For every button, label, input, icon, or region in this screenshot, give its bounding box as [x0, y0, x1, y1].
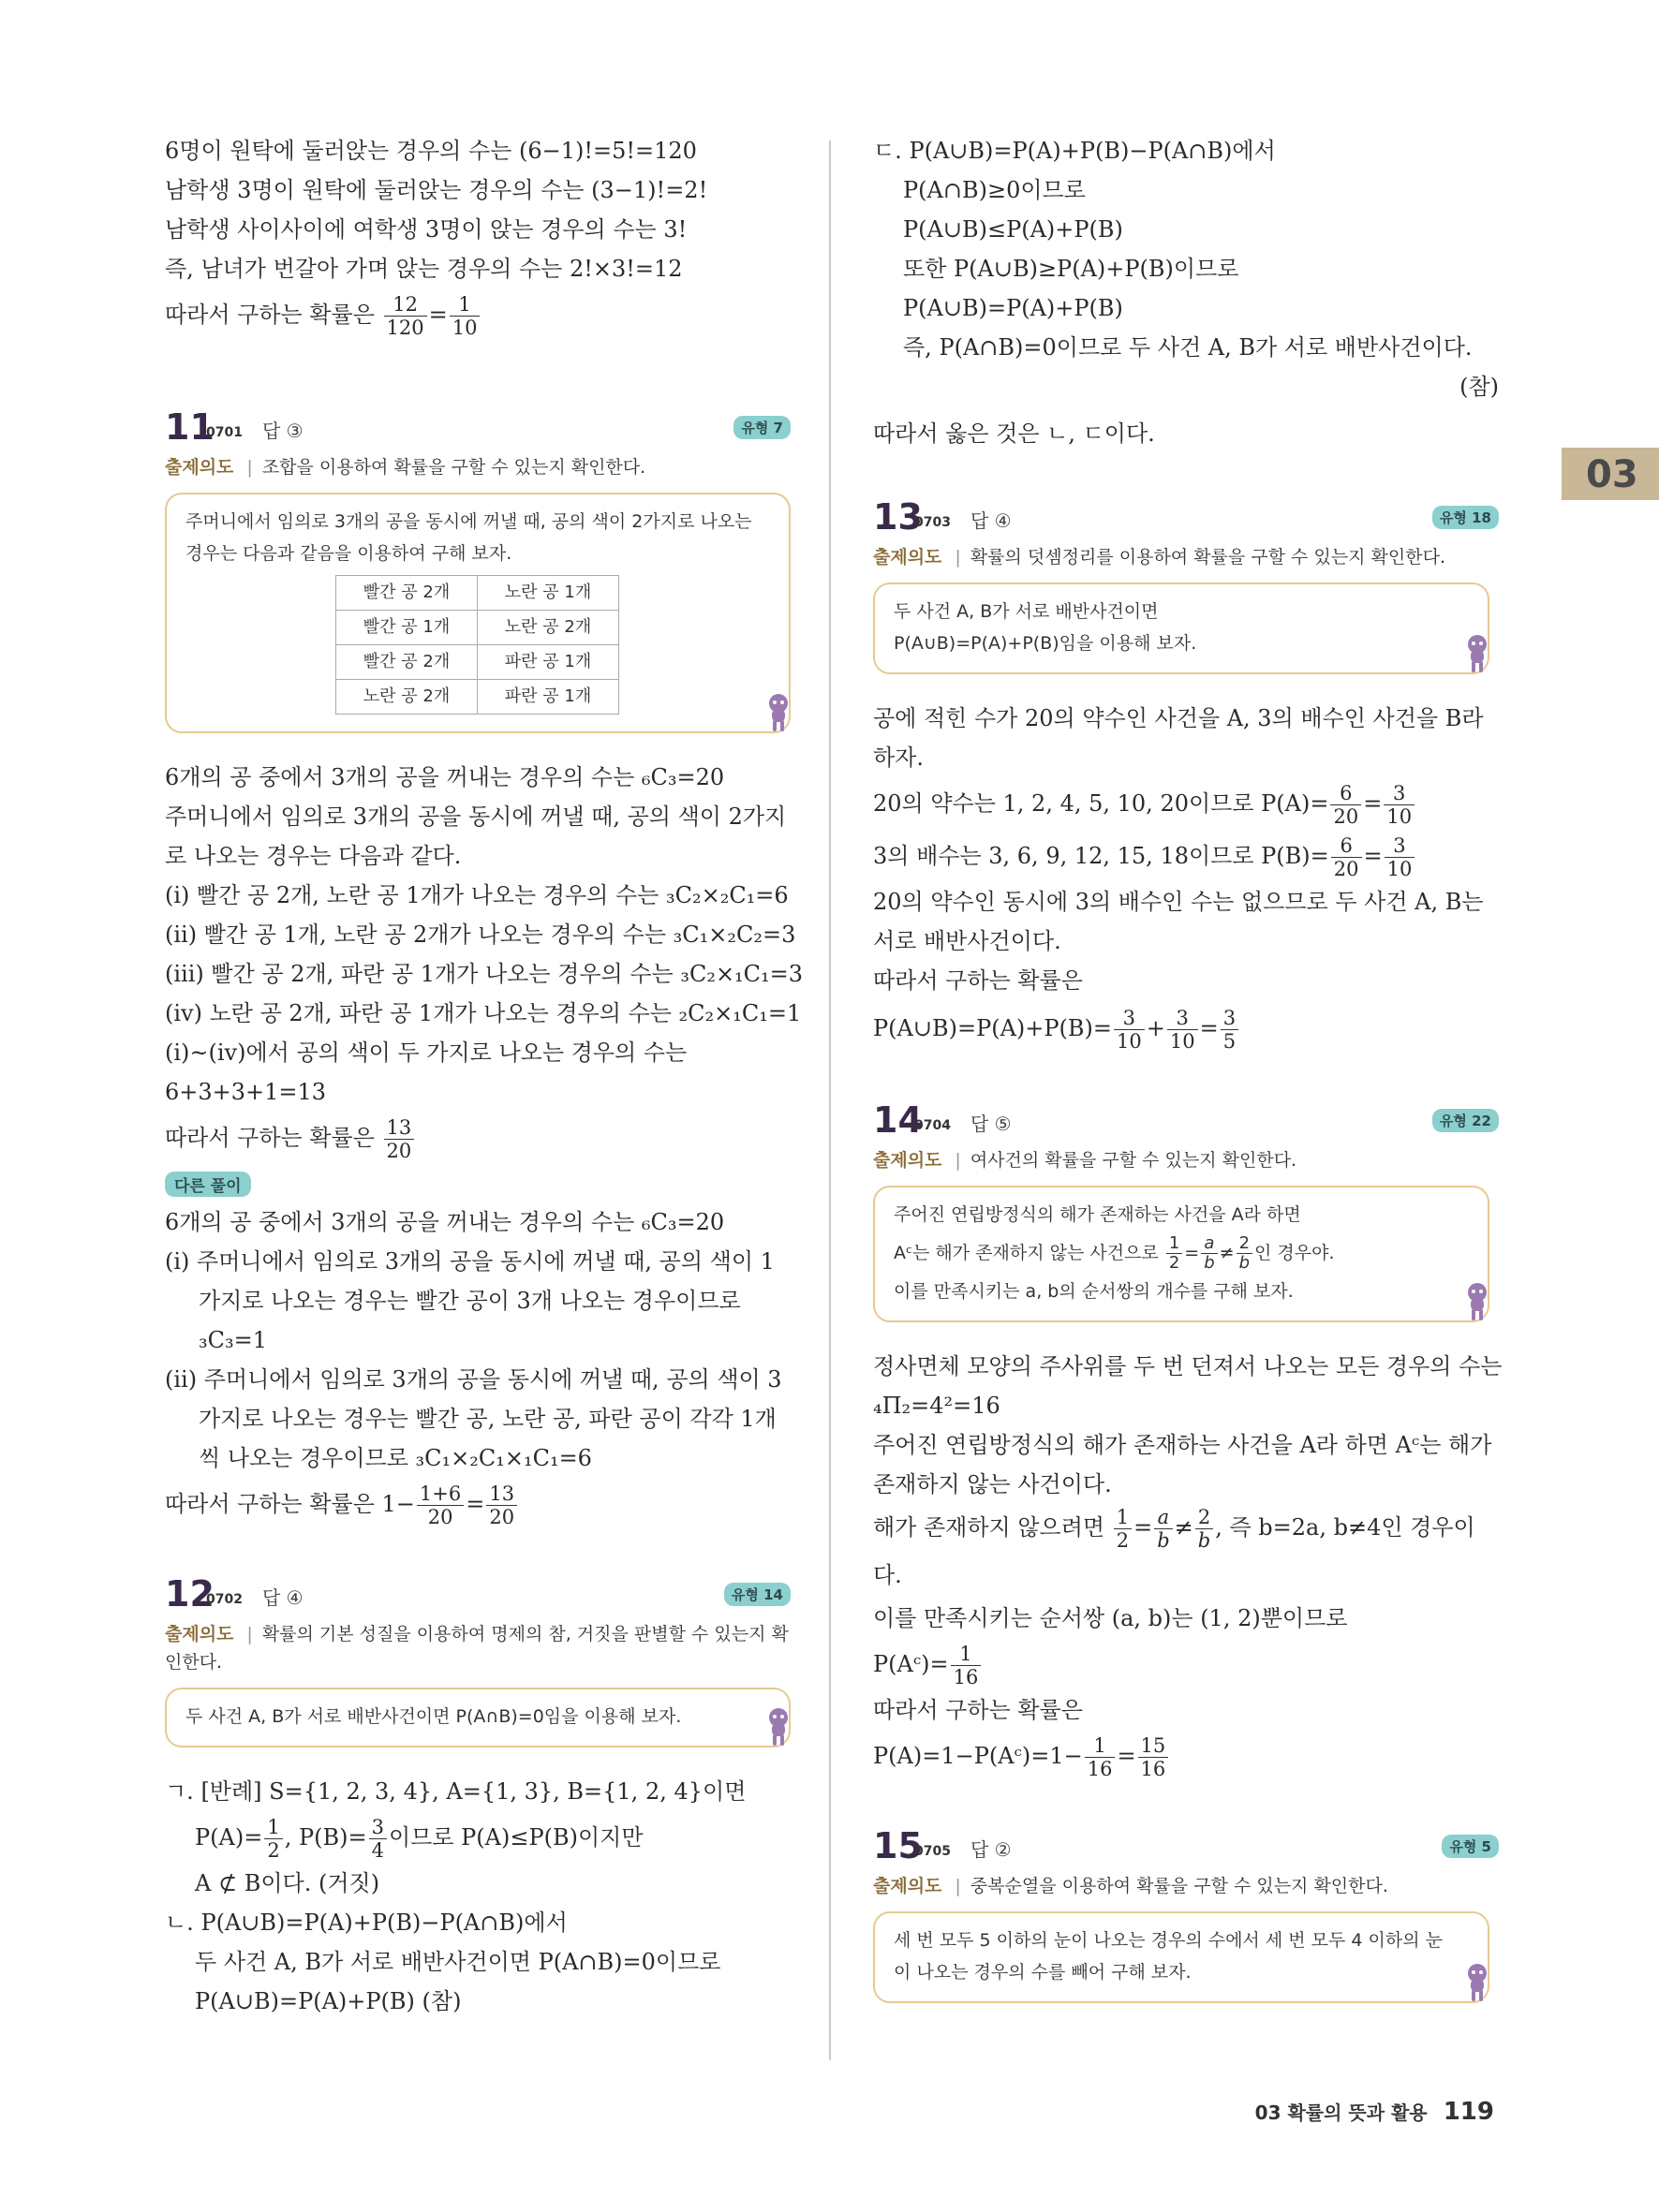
- hint-text: 두 사건 A, B가 서로 배반사건이면: [894, 601, 1159, 622]
- text-line: 6명이 원탁에 둘러앉는 경우의 수는 (6−1)!=5!=120: [165, 138, 697, 164]
- text-line: 주어진 연립방정식의 해가 존재하는 사건을 A라 하면 Aᶜ는 해가 존재하지 않는 사건이다.: [873, 1432, 1492, 1497]
- mascot-icon: [764, 692, 792, 733]
- text-line: 해가 존재하지 않으려면 $\frac{1}{2}$ = $\frac{a}{b}$ ≠ $\frac{2}{b}$ , 즉 b=2a, b≠4인 경우이다.: [873, 1506, 1475, 1588]
- hint-text: 이를 만족시키는 a, b의 순서쌍의 개수를 구해 보자.: [894, 1281, 1294, 1302]
- question-header-14: [873, 1094, 1499, 1146]
- case-line: (ⅱ) 주머니에서 임의로 3개의 공을 동시에 꺼낼 때, 공의 색이 3가지로 나오는 경우는 빨간 공, 노란 공, 파란 공이 각각 1개씩 나오는 경우이므로 ₃C₁×₂C₁×₁C₁=6: [165, 1366, 782, 1471]
- text-line: 따라서 구하는 확률은 $\frac{13}{20}$: [165, 1112, 791, 1164]
- case-line: (ⅰ) 빨간 공 2개, 노란 공 1개가 나오는 경우의 수는 ₃C₂×₂C₁=6: [165, 882, 789, 908]
- mascot-icon: [1463, 633, 1491, 674]
- intent-line: 출제의도 | 조합을 이용하여 확률을 구할 수 있는지 확인한다.: [165, 457, 646, 478]
- text-line: 남학생 3명이 원탁에 둘러앉는 경우의 수는 (3−1)!=2!: [165, 177, 708, 203]
- text-line: 따라서 구하는 확률은 $\frac{12}{120}$ = $\frac{1}{10}$: [165, 288, 791, 341]
- question-code: 0701: [206, 425, 243, 440]
- hint-box: [873, 582, 1489, 674]
- text-line: 정사면체 모양의 주사위를 두 번 던져서 나오는 모든 경우의 수는: [873, 1353, 1503, 1379]
- answer-label: 답 ④: [262, 1586, 304, 1609]
- answer-label: 답 ③: [262, 420, 304, 442]
- question-number: 12: [165, 1573, 215, 1615]
- statement-line: A ⊄ B이다. (거짓): [195, 1870, 380, 1896]
- hint-box: [165, 1688, 791, 1747]
- fraction: $\frac{1}{10}$: [450, 293, 481, 339]
- question-header-15: [873, 1820, 1499, 1872]
- chapter-tab: 03: [1562, 448, 1659, 500]
- mascot-icon: [1463, 1962, 1491, 2003]
- text-line: 따라서 구하는 확률은: [873, 1697, 1083, 1723]
- hint-box: [873, 1911, 1489, 2003]
- type-badge: 유형 7: [733, 416, 791, 439]
- page-footer: [1255, 2098, 1494, 2126]
- case-line: (ⅳ) 노란 공 2개, 파란 공 1개가 나오는 경우의 수는 ₂C₂×₁C₁=1: [165, 1000, 802, 1026]
- text-line: (ⅰ)~(ⅳ)에서 공의 색이 두 가지로 나오는 경우의 수는: [165, 1040, 688, 1066]
- question-number: 15: [873, 1825, 923, 1866]
- intent-line: 출제의도 | 중복순열을 이용하여 확률을 구할 수 있는지 확인한다.: [873, 1876, 1388, 1896]
- question-number: 14: [873, 1099, 923, 1141]
- text-line: 따라서 구하는 확률은 1− $\frac{1+6}{20}$ = $\frac{13}{20}$: [165, 1478, 791, 1530]
- statement-line: 또한 P(A∪B)≥P(A)+P(B)이므로: [903, 256, 1239, 282]
- text-line: 즉, 남녀가 번갈아 가며 앉는 경우의 수는 2!×3!=12: [165, 256, 683, 282]
- mascot-icon: [1463, 1281, 1491, 1322]
- case-line: (ⅲ) 빨간 공 2개, 파란 공 1개가 나오는 경우의 수는 ₃C₂×₁C₁=3: [165, 961, 804, 987]
- question-number: 13: [873, 496, 923, 538]
- statement-line: P(A∩B)≥0이므로: [903, 177, 1086, 203]
- fraction: $\frac{12}{120}$: [384, 293, 427, 339]
- question-code: 0702: [206, 1592, 243, 1607]
- intent-line: 출제의도 | 확률의 기본 성질을 이용하여 명제의 참, 거짓을 판별할 수 있는지 확인한다.: [165, 1624, 789, 1673]
- column-divider: [829, 140, 831, 2060]
- case-line: (ⅱ) 빨간 공 1개, 노란 공 2개가 나오는 경우의 수는 ₃C₁×₂C₂=3: [165, 922, 796, 948]
- hint-text: 주어진 연립방정식의 해가 존재하는 사건을 A라 하면: [894, 1204, 1301, 1225]
- answer-label: 답 ⑤: [970, 1113, 1012, 1135]
- text-line: P(A∪B)=P(A)+P(B)= $\frac{3}{10}$ + $\frac{3}{10}$ = $\frac{3}{5}$: [873, 1000, 1499, 1056]
- hint-box: [873, 1186, 1489, 1322]
- statement-line: ㄱ. [반례] S={1, 2, 3, 4}, A={1, 3}, B={1, 2, 4}이면: [165, 1778, 747, 1805]
- text-line: P(Aᶜ)= $\frac{1}{16}$: [873, 1638, 1499, 1690]
- statement-line: P(A∪B)=P(A)+P(B) (참): [195, 1988, 462, 2014]
- statement-line: 즉, P(A∩B)=0이므로 두 사건 A, B가 서로 배반사건이다.: [903, 334, 1473, 361]
- statement-line: 두 사건 A, B가 서로 배반사건이면 P(A∩B)=0이므로: [195, 1949, 721, 1975]
- hint-text: Aᶜ는 해가 존재하지 않는 사건으로 $\frac{1}{2}$ = $\frac{a}{b}$ ≠ $\frac{2}{b}$ 인 경우야.: [894, 1233, 1335, 1273]
- text-line: ₄Π₂=4²=16: [873, 1393, 1000, 1419]
- statement-line: P(A∪B)≤P(A)+P(B): [903, 216, 1123, 243]
- question-number: 11: [165, 406, 215, 448]
- intent-line: 출제의도 | 여사건의 확률을 구할 수 있는지 확인한다.: [873, 1150, 1297, 1171]
- type-badge: 유형 22: [1432, 1109, 1499, 1132]
- case-line: (ⅰ) 주머니에서 임의로 3개의 공을 동시에 꺼낼 때, 공의 색이 1가지로 나오는 경우는 빨간 공이 3개 나오는 경우이므로 ₃C₃=1: [165, 1248, 775, 1353]
- hint-table: 빨간 공 2개 노란 공 1개 빨간 공 1개 노란 공 2개 빨간 공 2개 파란 공 1개 노란 공 2개 파란 공 1개: [335, 575, 619, 715]
- intent-line: 출제의도 | 확률의 덧셈정리를 이용하여 확률을 구할 수 있는지 확인한다.: [873, 547, 1445, 568]
- hint-text: 두 사건 A, B가 서로 배반사건이면 P(A∩B)=0임을 이용해 보자.: [185, 1706, 682, 1727]
- hint-box: [165, 493, 791, 733]
- text-line: 20의 약수인 동시에 3의 배수인 수는 없으므로 두 사건 A, B는 서로 배반사건이다.: [873, 889, 1484, 954]
- text-line: 공에 적힌 수가 20의 약수인 사건을 A, 3의 배수인 사건을 B라 하자.: [873, 705, 1484, 771]
- text-line: 6+3+3+1=13: [165, 1079, 327, 1105]
- answer-label: 답 ②: [970, 1838, 1012, 1861]
- statement-line: ㄷ. P(A∪B)=P(A)+P(B)−P(A∩B)에서: [873, 138, 1276, 164]
- question-code: 0705: [914, 1844, 951, 1859]
- question-header-12: [165, 1568, 791, 1620]
- statement-line: P(A∪B)=P(A)+P(B): [903, 295, 1123, 321]
- text-line: 따라서 구하는 확률은: [873, 967, 1083, 994]
- type-badge: 유형 5: [1442, 1835, 1499, 1858]
- text-line: P(A)=1−P(Aᶜ)=1− $\frac{1}{16}$ = $\frac{15}{16}$: [873, 1730, 1499, 1782]
- type-badge: 유형 18: [1432, 506, 1499, 529]
- hint-text: P(A∪B)=P(A)+P(B)임을 이용해 보자.: [894, 633, 1197, 654]
- right-column: [873, 131, 1503, 2028]
- text-line: 주머니에서 임의로 3개의 공을 동시에 꺼낼 때, 공의 색이 2가지로 나오는 경우는 다음과 같다.: [165, 804, 787, 869]
- text-line: 6개의 공 중에서 3개의 공을 꺼내는 경우의 수는 ₆C₃=20: [165, 1209, 725, 1235]
- text-line: 20의 약수는 1, 2, 4, 5, 10, 20이므로 P(A)= $\frac{6}{20}$ = $\frac{3}{10}$: [873, 777, 1499, 830]
- question-header-11: [165, 401, 791, 453]
- text-line: 남학생 사이사이에 여학생 3명이 앉는 경우의 수는 3!: [165, 216, 688, 243]
- hint-text: 주머니에서 임의로 3개의 공을 동시에 꺼낼 때, 공의 색이 2가지로 나오는 경우는 다음과 같음을 이용하여 구해 보자.: [185, 511, 752, 564]
- statement-line: (참): [1459, 374, 1499, 400]
- page-number: 119: [1443, 2098, 1494, 2126]
- footer-title: 03 확률의 뜻과 활용: [1254, 2101, 1428, 2124]
- question-code: 0704: [914, 1118, 951, 1133]
- left-column: [165, 131, 804, 2021]
- question-code: 0703: [914, 515, 951, 530]
- text-line: 3의 배수는 3, 6, 9, 12, 15, 18이므로 P(B)= $\frac{6}{20}$ = $\frac{3}{10}$: [873, 830, 1499, 882]
- mascot-icon: [764, 1706, 792, 1747]
- statement-line: P(A)= $\frac{1}{2}$ , P(B)= $\frac{3}{4}$ 이므로 P(A)≤P(B)이지만: [195, 1816, 644, 1862]
- text-line: 6개의 공 중에서 3개의 공을 꺼내는 경우의 수는 ₆C₃=20: [165, 764, 725, 790]
- other-solution-badge: 다른 풀이: [165, 1172, 251, 1197]
- conclusion-line: 따라서 옳은 것은 ㄴ, ㄷ이다.: [873, 420, 1155, 447]
- text-line: 이를 만족시키는 순서쌍 (a, b)는 (1, 2)뿐이므로: [873, 1605, 1348, 1631]
- answer-label: 답 ④: [970, 509, 1012, 532]
- question-header-13: [873, 491, 1499, 543]
- type-badge: 유형 14: [724, 1583, 791, 1606]
- hint-text: 세 번 모두 5 이하의 눈이 나오는 경우의 수에서 세 번 모두 4 이하의 눈이 나오는 경우의 수를 빼어 구해 보자.: [894, 1930, 1443, 1983]
- statement-line: ㄴ. P(A∪B)=P(A)+P(B)−P(A∩B)에서: [165, 1910, 568, 1936]
